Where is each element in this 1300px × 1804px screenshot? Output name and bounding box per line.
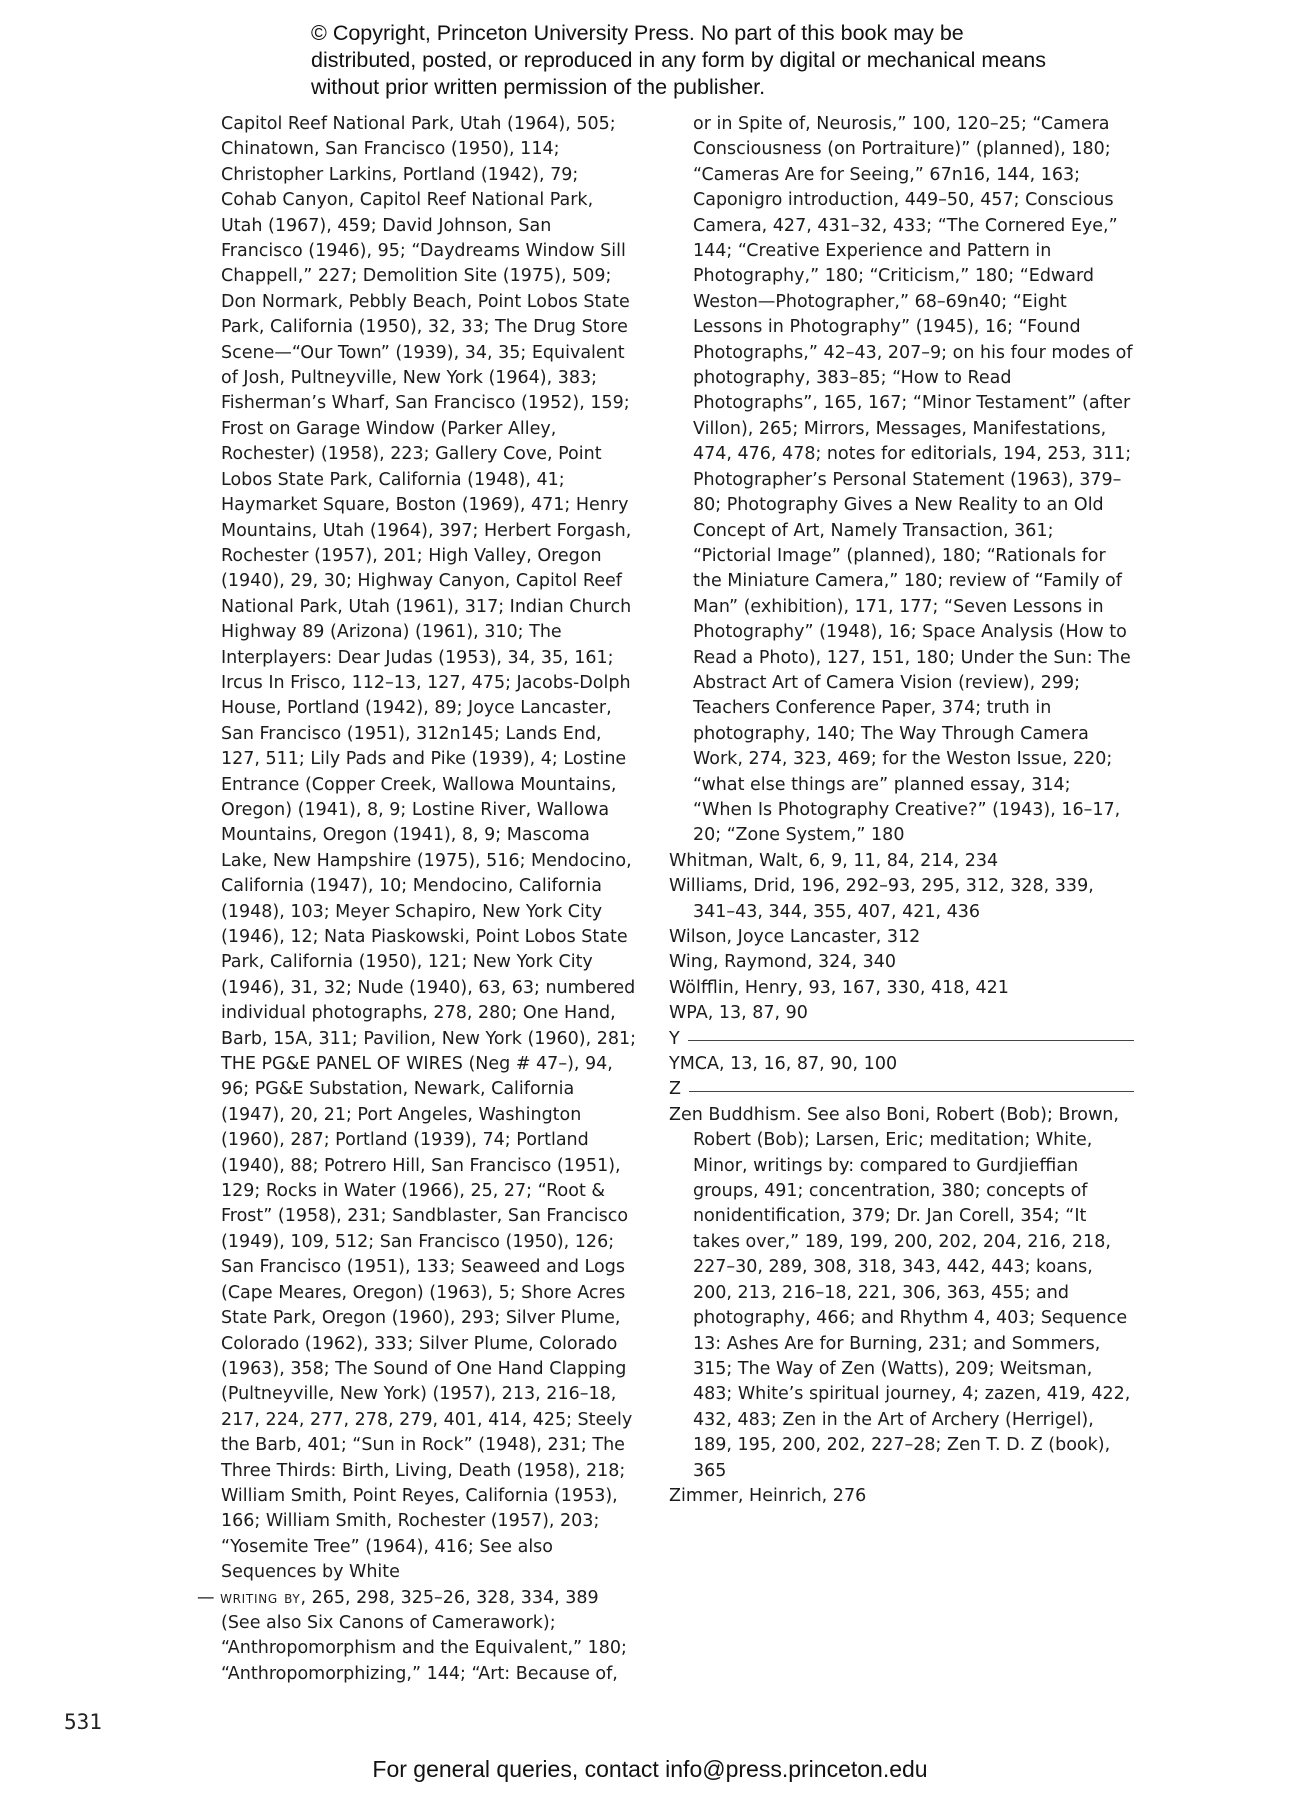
index-subentry-writing-by (197, 1586, 637, 1688)
index-entry: WPA, 13, 87, 90 (669, 1003, 808, 1024)
letter-z: Z (669, 1079, 681, 1100)
index-entry: Zimmer, Heinrich, 276 (669, 1485, 867, 1506)
index-entry-continuation: Capitol Reef National Park, Utah (1964), 505; Chinatown, San Francisco (1950), 114; Christopher Larkins, Portland (1942), 79; Cohab Canyon, Capitol Reef National Park, Utah (1967), 459; David Johnson, San Francisco (1946), 95; “Daydreams Window Sill Chappell,” 227; Demolition Site (1975), 509; Don Normark, Pebbly Beach, Point Lobos State Park, California (1950), 32, 33; The Drug Store Scene—“Our Town” (1939), 34, 35; Equivalent of Josh, Pultneyville, New York (1964), 383; Fisherman’s Wharf, San Francisco (1952), 159; Frost on Garage Window (Parker Alley, Rochester) (1958), 223; Gallery Cove, Point Lobos State Park, California (1948), 41; Haymarket Square, Boston (1969), 471; Henry Mountains, Utah (1964), 397; Herbert Forgash, Rochester (1957), 201; High Valley, Oregon (1940), 29, 30; Highway Canyon, Capitol Reef National Park, Utah (1961), 317; Indian Church Highway 89 (Arizona) (1961), 310; The Interplayers: Dear Judas (1953), 34, 35, 161; Ircus In Frisco, 112–13, 127, 475; Jacobs-Dolph House, Portland (1942), 89; Joyce Lancaster, San Francisco (1951), 312n145; Lands End, 127, 511; Lily Pads and Pike (1939), 4; Lostine Entrance (Copper Creek, Wallowa Mountains, Oregon) (1941), 8, 9; Lostine River, Wallowa Mountains, Oregon (1941), 8, 9; Mascoma Lake, New Hampshire (1975), 516; Mendocino, California (1947), 10; Mendocino, California (1948), 103; Meyer Schapiro, New York City (1946), 12; Nata Piaskowski, Point Lobos State Park, California (1950), 121; New York City (1946), 31, 32; Nude (1940), 63, 63; numbered individual photographs, 278, 280; One Hand, Barb, 15A, 311; Pavilion, New York (1960), 281; THE PG&E PANEL OF WIRES (Neg # 47–), 94, 96; PG&E Substation, Newark, California (1947), 20, 21; Port Angeles, Washington (1960), 287; Portland (1939), 74; Portland (1940), 88; Potrero Hill, San Francisco (1951), 129; Rocks in Water (1966), 25, 27; “Root & Frost” (1958), 231; Sandblaster, San Francisco (1949), 109, 512; San Francisco (1950), 126; San Francisco (1951), 133; Seaweed and Logs (Cape Meares, Oregon) (1963), 5; Shore Acres State Park, Oregon (1960), 293; Silver Plume, Colorado (1962), 333; Silver Plume, Colorado (1963), 358; The Sound of One Hand Clapping (Pultneyville, New York) (1957), 213, 216–18, 217, 224, 277, 278, 279, 401, 414, 425; Steely the Barb, 401; “Sun in Rock” (1948), 231; The Three Thirds: Birth, Living, Death (1958), 218; William Smith, Point Reyes, California (1953), 166; William Smith, Rochester (1957), 203; “Yosemite Tree” (1964), 416; See also Sequences by White (221, 114, 637, 1583)
index-entry-zen-buddhism: Zen Buddhism. See also Boni, Robert (Bob); Brown, Robert (Bob); Larsen, Eric; meditation; White, Minor, writings by: compared to Gurdjieffian groups, 491; concentration, 380; concepts of nonidentification, 379; Dr. Jan Corell, 354; “It takes over,” 189, 199, 200, 202, 204, 216, 218, 227–30, 289, 308, 318, 343, 442, 443; koans, 200, 213, 216–18, 221, 306, 363, 455; and photography, 466; and Rhythm 4, 403; Sequence 13: Ashes Are for Burning, 231; and Sommers, 315; The Way of Zen (Watts), 209; Weitsman, 483; White’s spiritual journey, 4; zazen, 419, 422, 432, 483; Zen in the Art of Archery (Herrigel), 189, 195, 200, 202, 227–28; Zen T. D. Z (book), 365 (669, 1104, 1131, 1481)
copyright-notice: © Copyright, Princeton University Press. No part of this book may be distributed, posted, or reproduced in any form by digital or mechanical means without prior written permission of the publisher. (311, 21, 1046, 99)
index-entry-continuation: or in Spite of, Neurosis,” 100, 120–25; “Camera Consciousness (on Portraiture)” (planned), 180; “Cameras Are for Seeing,” 67n16, 144, 163; Caponigro introduction, 449–50, 457; Conscious Camera, 427, 431–32, 433; “The Cornered Eye,” 144; “Creative Experience and Pattern in Photography,” 180; “Criticism,” 180; “Edward Weston—Photographer,” 68–69n40; “Eight Lessons in Photography” (1945), 16; “Found Photographs,” 42–43, 207–9; on his four modes of photography, 383–85; “How to Read Photographs”, 165, 167; “Minor Testament” (after Villon), 265; Mirrors, Messages, Manifestations, 474, 476, 478; notes for editorials, 194, 253, 311; Photographer’s Personal Statement (1963), 379–80; Photography Gives a New Reality to an Old Concept of Art, Namely Transaction, 361; “Pictorial Image” (planned), 180; “Rationals for the Miniature Camera,” 180; review of “Family of Man” (exhibition), 171, 177; “Seven Lessons in Photography” (1948), 16; Space Analysis (How to Read a Photo), 127, 151, 180; Under the Sun: The Abstract Art of Camera Vision (review), 299; Teachers Conference Paper, 374; truth in photography, 140; The Way Through Camera Work, 274, 323, 469; for the Weston Issue, 220; “what else things are” planned essay, 314; “When Is Photography Creative?” (1943), 16–17, 20; “Zone System,” 180 (693, 114, 1133, 846)
index-entry: Wing, Raymond, 324, 340 (669, 952, 896, 973)
subentry-text: , 265, 298, 325–26, 328, 334, 389 (See also Six Canons of Camerawork); “Anthropomorphism and the Equivalent,” 180; “Anthropomorphizing,” 144; “Art: Because of, (221, 1587, 627, 1684)
index-column-right (669, 112, 1134, 1509)
index-entry: YMCA, 13, 16, 87, 90, 100 (669, 1054, 898, 1075)
index-entry: Williams, Drid, 196, 292–93, 295, 312, 328, 339, 341–43, 344, 355, 407, 421, 436 (669, 876, 1094, 922)
subentry-dash: — (197, 1587, 221, 1608)
index-entry: Wilson, Joyce Lancaster, 312 (669, 927, 921, 947)
index-entry: Whitman, Walt, 6, 9, 11, 84, 214, 234 (669, 850, 999, 871)
letter-heading-z (669, 1077, 1134, 1102)
letter-y: Y (669, 1028, 680, 1049)
letter-divider (689, 1091, 1134, 1092)
footer-contact: For general queries, contact info@press.princeton.edu (372, 1756, 928, 1782)
letter-divider (688, 1040, 1134, 1041)
index-entry: Wölfflin, Henry, 93, 167, 330, 418, 421 (669, 977, 1009, 998)
index-column-left (197, 112, 637, 1687)
letter-heading-y (669, 1027, 1134, 1052)
page-number: 531 (64, 1710, 102, 1734)
subentry-label: writing by (220, 1587, 301, 1608)
